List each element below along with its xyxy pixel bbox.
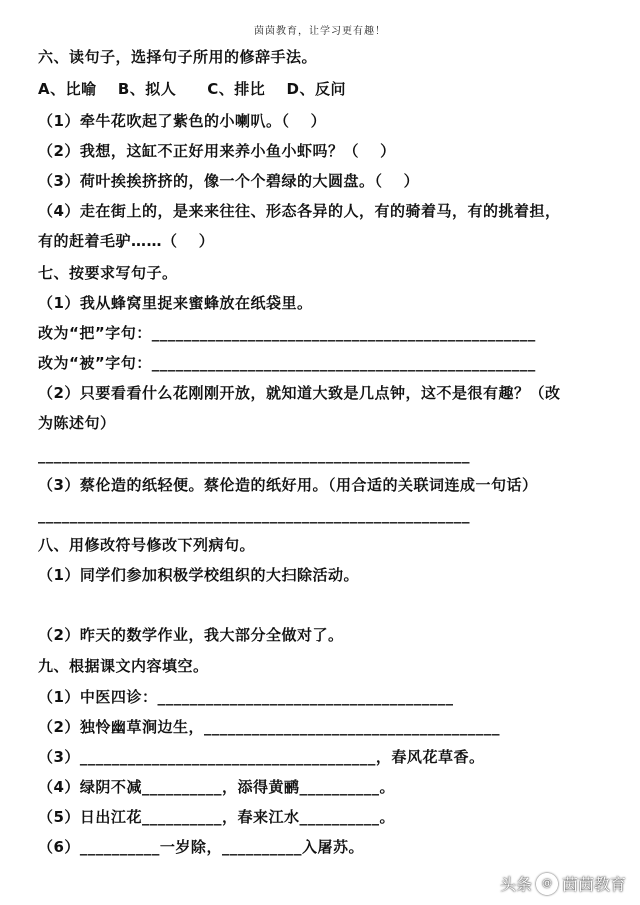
section-9-heading: 九、根据课文内容填空。 <box>38 657 209 675</box>
question-7-3: （3）蔡伦造的纸轻便。蔡伦造的纸好用。（用合适的关联词连成一句话） <box>38 476 538 494</box>
watermark-prefix: 头条 <box>499 875 532 894</box>
fill-9-5: （5）日出江花__________，春来江水__________。 <box>38 808 395 826</box>
question-6-3: （3）荷叶挨挨挤挤的，像一个个碧绿的大圆盘。（ ） <box>38 172 420 190</box>
rhetoric-options: A、比喻 B、拟人 C、排比 D、反问 <box>38 80 346 98</box>
question-6-4: （4）走在街上的，是来来往往、形态各异的人，有的骑着马，有的挑着担， <box>38 202 561 220</box>
fill-9-1: （1）中医四诊：_____________________________________ <box>38 688 454 706</box>
question-7-1: （1）我从蜂窝里捉来蜜蜂放在纸袋里。 <box>38 294 313 312</box>
answer-blank-7-2: ______________________________________________________ <box>38 446 470 464</box>
watermark-name: 茵茵教育 <box>561 875 626 894</box>
section-8-heading: 八、用修改符号修改下列病句。 <box>38 536 256 554</box>
question-8-1: （1）同学们参加积极学校组织的大扫除活动。 <box>38 566 359 584</box>
watermark <box>500 872 626 895</box>
question-6-2: （2）我想，这缸不正好用来养小鱼小虾吗？（ ） <box>38 142 396 160</box>
bei-sentence-blank: 改为“被”字句：________________________________________________ <box>38 354 536 372</box>
question-7-2-cont: 为陈述句） <box>38 414 116 432</box>
section-7-heading: 七、按要求写句子。 <box>38 264 178 282</box>
section-6-heading: 六、读句子，选择句子所用的修辞手法。 <box>38 48 318 66</box>
question-8-2: （2）昨天的数学作业，我大部分全做对了。 <box>38 626 344 644</box>
question-6-4-cont: 有的赶着毛驴……（ ） <box>38 232 215 250</box>
fill-9-4: （4）绿阴不减__________，添得黄鹂__________。 <box>38 778 395 796</box>
question-7-2: （2）只要看看什么花刚刚开放，就知道大致是几点钟，这不是很有趣？（改 <box>38 384 561 402</box>
page-header: 茵茵教育，让学习更有趣！ <box>254 26 386 37</box>
fill-9-6: （6）__________一岁除，__________入屠苏。 <box>38 838 364 856</box>
at-icon: @ <box>536 873 558 895</box>
fill-9-2: （2）独怜幽草涧边生，_____________________________________ <box>38 718 500 736</box>
fill-9-3: （3）_____________________________________，春风花草香。 <box>38 748 485 766</box>
answer-blank-7-3: ______________________________________________________ <box>38 506 470 524</box>
question-6-1: （1）牵牛花吹起了紫色的小喇叭。（ ） <box>38 112 327 130</box>
ba-sentence-blank: 改为“把”字句：________________________________________________ <box>38 324 536 342</box>
